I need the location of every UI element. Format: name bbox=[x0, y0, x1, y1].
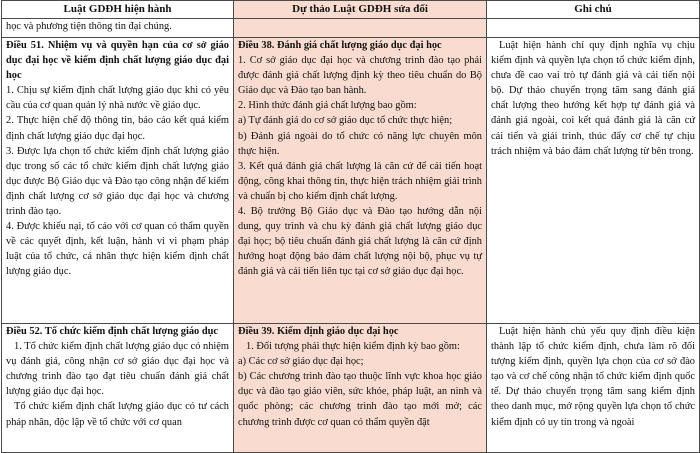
article-38-clause-3: 3. Kết quả đánh giá chất lượng là căn cứ để cải tiến hoạt động, công khai thông tin, thực hiện trách nhiệm giải trình và chuẩn bị cho kiểm định chất lượng. bbox=[238, 160, 482, 202]
article-51-clause-2: 2. Thực hiện chế độ thông tin, báo cáo kết quả kiểm định chất lượng giáo dục đại học. bbox=[6, 115, 229, 142]
note-text: Luật hiện hành chủ yếu quy định điều kiện thành lập tổ chức kiểm định, chưa làm rõ đối tượng kiểm định, quyền lựa chọn của cơ sở đào tạo và cơ chế công nhận tổ chức kiểm định quốc tế. Dự thảo chuyển trọng tâm sang kiểm định theo danh mục, mở rộng quyền lựa chọn tổ chức kiểm định có uy tín trong và ngoài bbox=[491, 326, 695, 428]
notes-cell bbox=[487, 19, 700, 38]
article-51-clause-3: 3. Được lựa chọn tổ chức kiểm định chất lượng giáo dục trong số các tổ chức kiểm định chất lượng giáo dục được Bộ Giáo dục và Đào tạo công nhận để kiểm định chất lượng cơ sở giáo dục đại học và chương trình đào tạo. bbox=[6, 145, 229, 218]
note-text: Luật hiện hành chỉ quy định nghĩa vụ chịu kiểm định và quyền lựa chọn tổ chức kiểm định, chưa đề cao vai trò tự đánh giá và cải tiến nội bộ. Dự thảo chuyển trọng tâm sang đánh giá chất lượng theo hướng kết hợp tự đánh giá và đánh giá ngoài, coi kết quả đánh giá là căn cứ cải tiến và giải trình, thúc đẩy cơ chế tự chịu trách nhiệm và bảo đảm chất lượng từ bên trong. bbox=[491, 40, 695, 157]
draft-law-cell bbox=[234, 324, 487, 453]
article-52-clause-1-cont: Tổ chức kiểm định chất lượng giáo dục có tư cách pháp nhân, độc lập về tổ chức với cơ quan bbox=[6, 401, 229, 428]
article-51-clause-4: 4. Được khiếu nại, tố cáo với cơ quan có thẩm quyền về các quyết định, kết luận, hành vi vi phạm pháp luật của tổ chức, cá nhân thực hiện kiểm định chất lượng giáo dục. bbox=[6, 221, 229, 278]
table-row bbox=[2, 19, 700, 38]
table-row bbox=[2, 324, 700, 453]
article-39-title: Điều 39. Kiểm định giáo dục đại học bbox=[238, 326, 399, 337]
article-51-clause-1: 1. Chịu sự kiểm định chất lượng giáo dục khi có yêu cầu của cơ quan quản lý nhà nước về giáo dục. bbox=[6, 85, 229, 112]
article-39-clause-1: 1. Đối tượng phải thực hiện kiểm định kỳ bao gồm: bbox=[246, 341, 460, 353]
article-38-clause-2a: a) Tự đánh giá do cơ sở giáo dục tổ chức thực hiện; bbox=[238, 115, 453, 127]
comparison-table bbox=[1, 0, 700, 453]
notes-cell bbox=[487, 38, 700, 324]
article-52-clause-1: 1. Tổ chức kiểm định chất lượng giáo dục có nhiệm vụ đánh giá, công nhận cơ sở giáo dục đại học và chương trình đào tạo đạt tiêu chuẩn đánh giá chất lượng giáo dục đại học. bbox=[6, 341, 229, 398]
table-row bbox=[2, 38, 700, 324]
article-38-clause-1: 1. Cơ sở giáo dục đại học và chương trình đào tạo phải được đánh giá chất lượng định kỳ theo tiêu chuẩn do Bộ Giáo dục và Đào tạo ban hành. bbox=[238, 55, 482, 97]
header-notes: Ghi chú bbox=[487, 1, 700, 19]
article-51-title: Điều 51. Nhiệm vụ và quyền hạn của cơ sở giáo dục đại học về kiểm định chất lượng giáo dục đại học bbox=[6, 40, 229, 82]
current-law-cell: học và phương tiện thông tin đại chúng. bbox=[2, 19, 234, 38]
article-39-clause-1b: b) Các chương trình đào tạo thuộc lĩnh vực khoa học giáo dục và đào tạo giáo viên, sức khỏe, pháp luật, an ninh và quốc phòng; các chương trình đào tạo mới mở; các chương trình được cơ quan có thẩm quyền đặt bbox=[238, 371, 482, 428]
current-law-cell bbox=[2, 324, 234, 453]
current-law-cell bbox=[2, 38, 234, 324]
article-38-title: Điều 38. Đánh giá chất lượng giáo dục đại học bbox=[238, 40, 442, 51]
article-39-clause-1a: a) Các cơ sở giáo dục đại học; bbox=[238, 356, 364, 368]
article-52-title: Điều 52. Tổ chức kiểm định chất lượng giáo dục bbox=[6, 326, 219, 337]
draft-law-cell bbox=[234, 19, 487, 38]
header-draft-law: Dự thảo Luật GDĐH sửa đổi bbox=[234, 1, 487, 19]
draft-law-cell bbox=[234, 38, 487, 324]
header-current-law: Luật GDĐH hiện hành bbox=[2, 1, 234, 19]
header-row bbox=[2, 1, 700, 19]
article-38-clause-4: 4. Bộ trưởng Bộ Giáo dục và Đào tạo hướng dẫn nội dung, quy trình và chu kỳ đánh giá chất lượng giáo dục đại học; bộ tiêu chuẩn đánh giá chất lượng là căn cứ định hướng hoạt động bảo đảm chất lượng nội bộ, phục vụ tự đánh giá và cải tiến liên tục tại cơ sở giáo dục đại học. bbox=[238, 206, 482, 278]
article-38-clause-2: 2. Hình thức đánh giá chất lượng bao gồm: bbox=[238, 100, 417, 112]
notes-cell bbox=[487, 324, 700, 453]
article-38-clause-2b: b) Đánh giá ngoài do tổ chức có năng lực chuyên môn thực hiện. bbox=[238, 130, 482, 157]
